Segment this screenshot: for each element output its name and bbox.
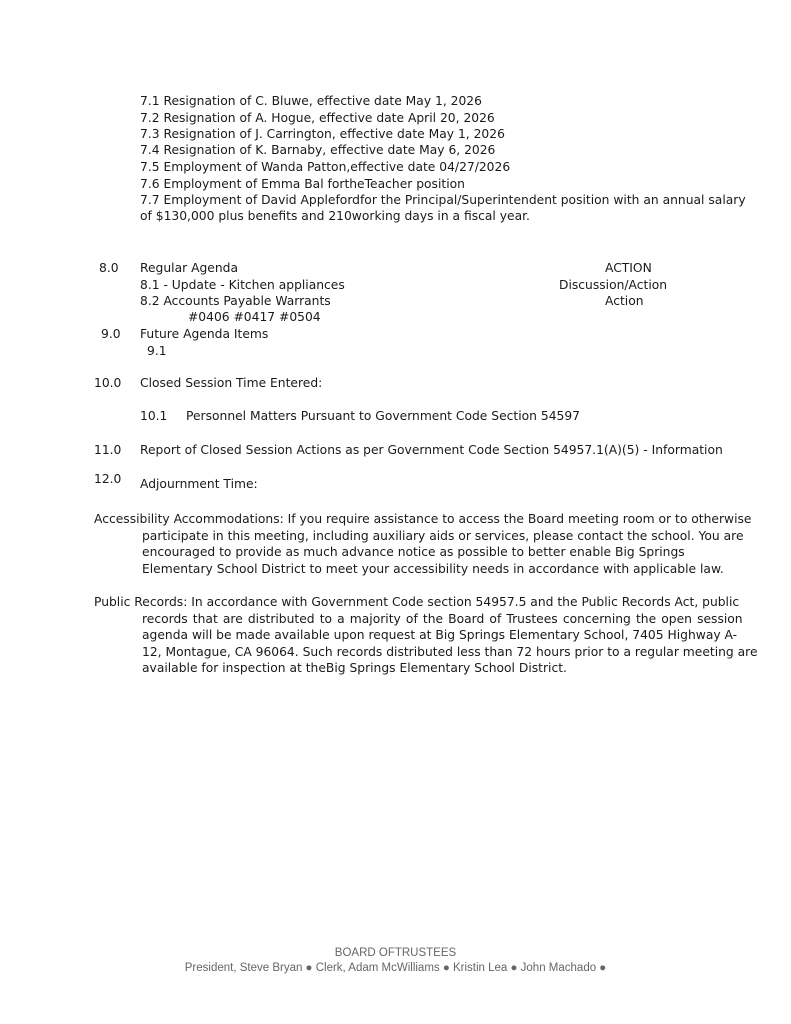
- public-records-line-1: Public Records: In accordance with Government Code section 54957.5 and the Public Records Act, public: [94, 595, 740, 609]
- accessibility-line-2: participate in this meeting, including auxiliary aids or services, please contact the school. You are: [142, 529, 744, 543]
- section-12-number: 12.0: [94, 472, 122, 486]
- item-7-3: 7.3 Resignation of J. Carrington, effective date May 1, 2026: [140, 127, 505, 141]
- item-8-1: 8.1 - Update - Kitchen appliances: [140, 278, 345, 292]
- item-10-1-text: Personnel Matters Pursuant to Government Code Section 54597: [186, 409, 580, 423]
- section-8-title: Regular Agenda: [140, 261, 238, 275]
- public-records-line-4: 12, Montague, CA 96064. Such records distributed less than 72 hours prior to a regular meeting are: [142, 645, 758, 659]
- footer-members: President, Steve Bryan ● Clerk, Adam McWilliams ● Kristin Lea ● John Machado ●: [184, 962, 607, 974]
- public-records-line-3: agenda will be made available upon request at Big Springs Elementary School, 7405 Highway A-: [142, 628, 738, 642]
- item-8-2-action: Action: [605, 294, 644, 308]
- public-records-line-2: records that are distributed to a majority of the Board of Trustees concerning the open session: [142, 612, 743, 626]
- public-records-line-5: available for inspection at theBig Springs Elementary School District.: [142, 661, 567, 675]
- section-9-title: Future Agenda Items: [140, 327, 269, 341]
- section-10-number: 10.0: [94, 376, 122, 390]
- item-8-1-action: Discussion/Action: [559, 278, 668, 292]
- item-8-2: 8.2 Accounts Payable Warrants: [140, 294, 331, 308]
- item-7-6: 7.6 Employment of Emma Bal fortheTeacher position: [140, 177, 465, 191]
- section-11-title: Report of Closed Session Actions as per Government Code Section 54957.1(A)(5) - Information: [140, 443, 723, 457]
- item-7-7: 7.7 Employment of David Applefordfor the Principal/Superintendent position with an annual salary: [140, 193, 746, 207]
- item-10-1-number: 10.1: [140, 409, 168, 423]
- item-7-4: 7.4 Resignation of K. Barnaby, effective date May 6, 2026: [140, 143, 496, 157]
- accessibility-line-4: Elementary School District to meet your accessibility needs in accordance with applicable law.: [142, 562, 724, 576]
- warrant-numbers: #0406 #0417 #0504: [188, 310, 321, 324]
- item-7-7-continued: of $130,000 plus benefits and 210working days in a fiscal year.: [140, 209, 530, 223]
- section-8-action: ACTION: [605, 261, 652, 275]
- accessibility-line-3: encouraged to provide as much advance notice as possible to better enable Big Springs: [142, 545, 685, 559]
- item-9-1: 9.1: [147, 344, 167, 358]
- section-9-number: 9.0: [101, 327, 121, 341]
- section-12-title: Adjournment Time:: [140, 477, 258, 491]
- section-11-number: 11.0: [94, 443, 122, 457]
- accessibility-line-1: Accessibility Accommodations: If you require assistance to access the Board meeting room or to otherwise: [94, 512, 752, 526]
- item-7-2: 7.2 Resignation of A. Hogue, effective date April 20, 2026: [140, 111, 495, 125]
- item-7-5: 7.5 Employment of Wanda Patton,effective date 04/27/2026: [140, 160, 511, 174]
- section-10-title: Closed Session Time Entered:: [140, 376, 323, 390]
- footer-title: BOARD OFTRUSTEES: [334, 947, 457, 959]
- section-8-number: 8.0: [99, 261, 119, 275]
- item-7-1: 7.1 Resignation of C. Bluwe, effective date May 1, 2026: [140, 94, 482, 108]
